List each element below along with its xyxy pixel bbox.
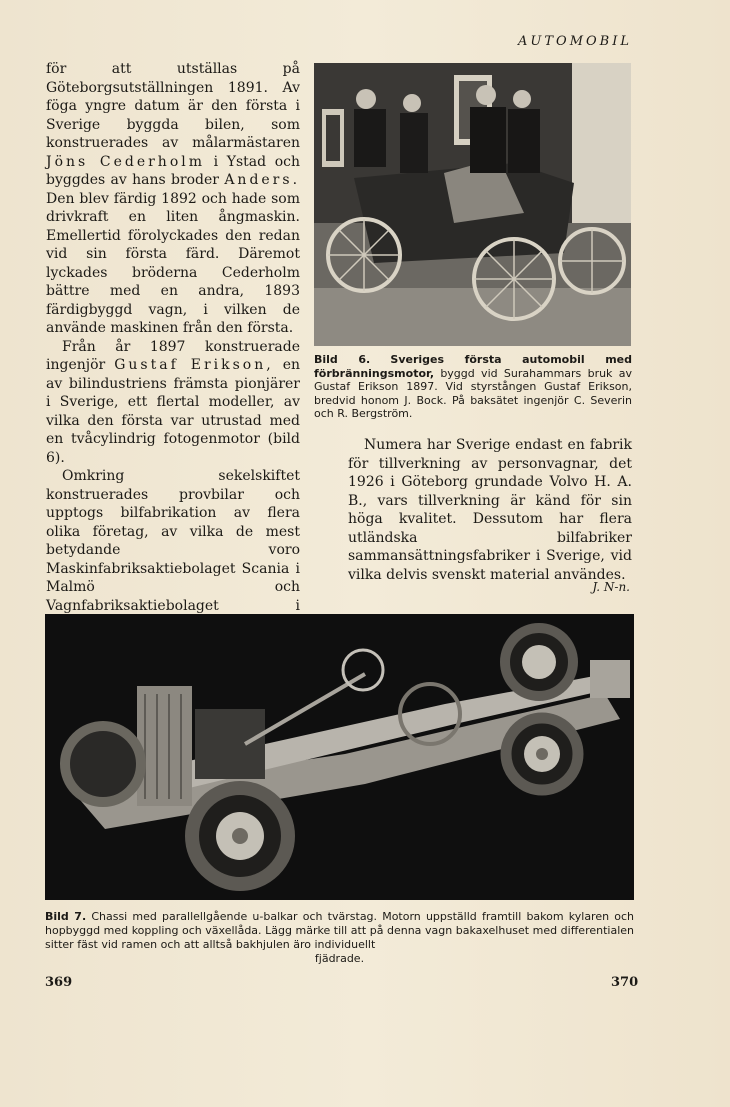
- left-paragraph-2: [46, 338, 300, 468]
- figure-6-label: Bild 6.: [314, 353, 371, 366]
- left-paragraph-1: [46, 60, 300, 338]
- p2-rest: en av bilindustriens främsta pionjärer i Sverige, ett flertal modeller, av vilka den första var utrustad med en tvåcylindrig fotogenmotor (bild 6).: [46, 357, 300, 466]
- name-anders: Anders.: [224, 172, 301, 188]
- figure-6-caption: [314, 353, 632, 421]
- p2-lead: Från år 1897 konstruerade ingenjör: [46, 338, 300, 373]
- left-paragraph-3: Omkring sekelskiftet konstruerades provbilar och upptogs bilfabrikation av flera olika företag, av vilka de mest betydande voro Maskinfabriksaktiebolaget Scania i Malmö och Vagnfabriksaktiebolaget i: [46, 468, 300, 614]
- p1-mid: i Ystad och byggdes av hans broder: [46, 153, 300, 188]
- running-header: AUTOMOBIL: [518, 34, 632, 49]
- p1-lead: för att utställas på Göteborgsutställningen 1891. Av föga yngre datum är den första i Sverige byggda bilen, som konstruerades av målarmästaren: [46, 61, 300, 151]
- name-gustaf-erikson: Gustaf Erikson,: [114, 357, 274, 373]
- photo-first-automobile: [314, 63, 631, 346]
- right-paragraph-1: Numera har Sverige endast en fabrik för tillverkning av personvagnar, det 1926 i Göteborg grundade Volvo H. A. B., vars tillverkning är känd för sin höga kvalitet. Dessutom har flera utländska bilfabriker sammansättningsfabriker i Sverige, vid vilka delvis svenskt material användes.: [348, 437, 632, 583]
- figure-7-caption-last: fjädrade.: [314, 952, 365, 965]
- right-text-column: [348, 436, 632, 584]
- figure-7-label: Bild 7.: [45, 910, 87, 923]
- author-signature: J. N-n.: [592, 580, 630, 594]
- figure-6-caption-rest: byggd vid Surahammars bruk av Gustaf Erikson 1897. Vid styrstången Gustaf Erikson, bredvid honom J. Bock. På baksätet ingenjör C. Severin och R. Bergström.: [314, 366, 632, 420]
- page-number-left: 369: [45, 975, 73, 990]
- figure-7-caption-text: Chassi med parallellgående u-balkar och tvärstag. Motorn uppställd framtill bakom kylaren och hopbyggd med koppling och växellåda. Lägg märke till att på denna vagn bakaxelhuset med differentialen sitter fäst vid ramen och att alltså bakhjulen äro individuellt: [45, 910, 635, 951]
- figure-7-caption: [45, 910, 634, 966]
- figure-6-caption-bold: Sveriges första automobil med förbränningsmotor,: [314, 353, 632, 380]
- name-jons-cederholm: Jöns Cederholm: [46, 153, 205, 170]
- photo-chassis: [45, 614, 634, 900]
- page-number-right: 370: [611, 975, 639, 990]
- p1-rest: Den blev färdig 1892 och hade som drivkraft en liten ångmaskin. Emellertid förolyckades den redan vid sin första färd. Däremot lyckades bröderna Cederholm bättre med en andra, 1893 färdigbyggd vagn, i vilken de använde maskinen från den första.: [46, 190, 300, 336]
